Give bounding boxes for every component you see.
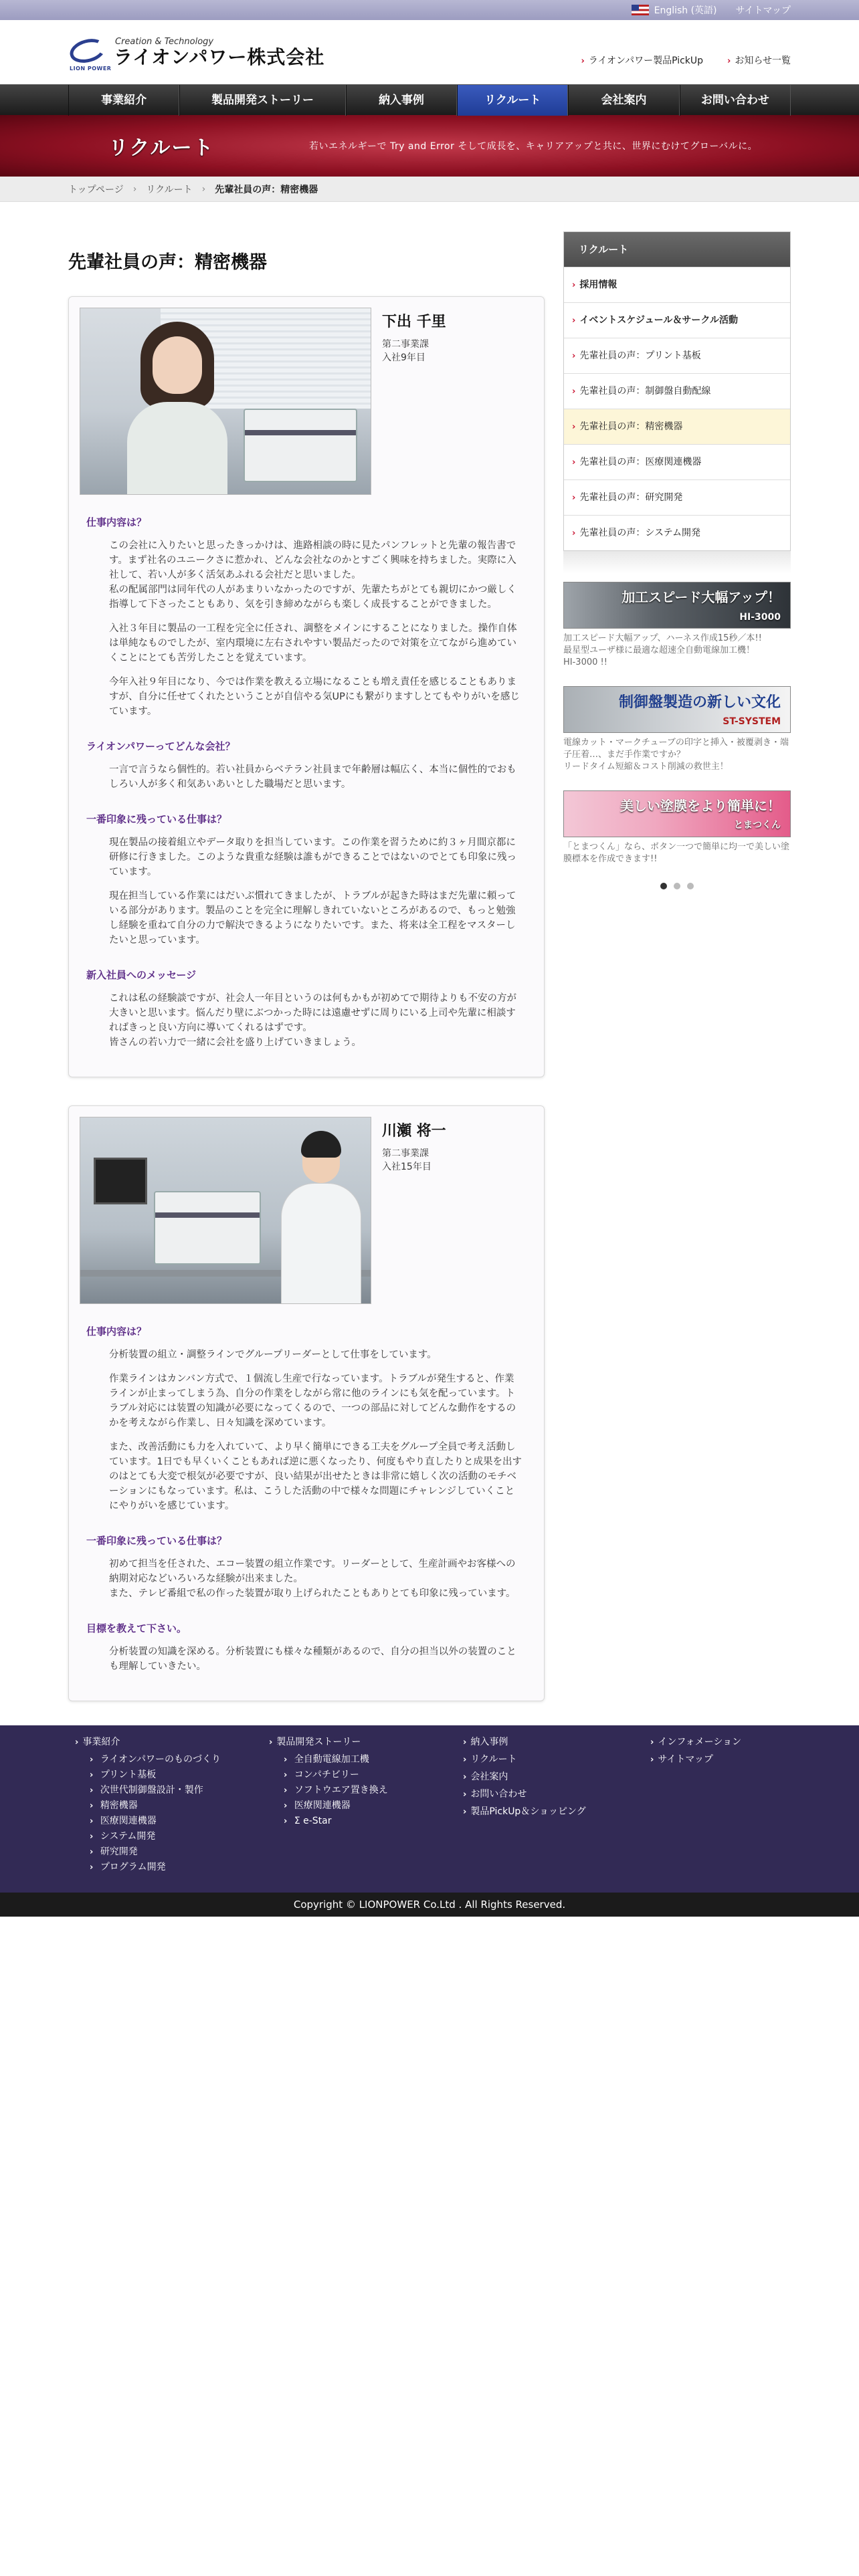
footer-link-label: 医療関連機器 <box>294 1800 351 1811</box>
chevron-right-icon: › <box>284 1770 288 1780</box>
footer-col-misc <box>463 1735 650 1875</box>
chevron-right-icon: › <box>572 280 576 290</box>
sidebar <box>563 231 791 1729</box>
carousel-dots <box>563 883 791 889</box>
logo-tagline: Creation & Technology <box>115 36 214 47</box>
nav-recruit[interactable]: リクルート <box>457 85 568 116</box>
section-paragraph: 現在製品の接着組立やデータ取りを担当しています。この作業を習うために約３ヶ月間京都に研修に行きました。このような貴重な経験は誰もができることではないのでとても印象に残っています。 <box>109 837 516 877</box>
chevron-right-icon: › <box>284 1755 288 1765</box>
page-hero <box>0 115 859 177</box>
nav-business[interactable]: 事業紹介 <box>68 85 179 116</box>
footer-link-label: 医療関連機器 <box>100 1816 157 1826</box>
footer-sublink[interactable] <box>269 1783 463 1798</box>
chevron-right-icon: › <box>284 1801 288 1811</box>
chevron-right-icon: › <box>650 1755 654 1765</box>
footer-link[interactable] <box>463 1735 650 1748</box>
sidebar-item-label: 先輩社員の声：制御盤自動配線 <box>579 386 711 397</box>
sidebar-item-label: 先輩社員の声：システム開発 <box>579 528 700 538</box>
footer-sublink[interactable] <box>75 1783 269 1798</box>
footer-sublink[interactable] <box>269 1767 463 1783</box>
nav-cases[interactable]: 納入事例 <box>346 85 457 116</box>
sidebar-item-label: 先輩社員の声：研究開発 <box>579 492 683 503</box>
section-title: 仕事内容は？ <box>86 516 147 528</box>
section-title: 一番印象に残っている仕事は？ <box>86 1535 227 1547</box>
footer-link-label: 納入事例 <box>470 1737 508 1747</box>
sidebar-item-voice-system[interactable] <box>564 515 790 550</box>
footer-col-story <box>269 1735 463 1875</box>
pickup-link-label: ライオンパワー製品PickUp <box>588 56 704 66</box>
footer-link[interactable] <box>463 1752 650 1765</box>
footer-link-label: 製品開発ストーリー <box>276 1737 361 1747</box>
footer-link[interactable] <box>463 1787 650 1800</box>
sidebar-item-voice-rnd[interactable] <box>564 479 790 515</box>
chevron-right-icon: › <box>572 528 576 538</box>
employee-dept: 第二事業課 <box>382 339 429 350</box>
chevron-right-icon: › <box>90 1862 94 1872</box>
footer-link-label: サイトマップ <box>658 1754 713 1765</box>
sidebar-item-label: 採用情報 <box>579 280 617 290</box>
footer-link-label: 会社案内 <box>470 1772 508 1782</box>
chevron-right-icon: › <box>284 1816 288 1826</box>
banner-hi3000[interactable] <box>563 582 791 629</box>
sidebar-item-recruitment-info[interactable] <box>564 267 790 302</box>
banner-description: 電線カット・マークチューブの印字と挿入・被覆剥き・端子圧着…、まだ手作業ですか？ リードタイム短縮＆コスト削減の救世主！ <box>563 738 789 772</box>
chevron-right-icon: › <box>90 1816 94 1826</box>
banner-product: HI-3000 <box>739 612 781 623</box>
footer-link-label: 全自動電線加工機 <box>294 1754 369 1765</box>
hero-title: リクルート <box>108 136 215 160</box>
chevron-right-icon: › <box>463 1772 467 1782</box>
chevron-right-icon: › <box>463 1790 467 1800</box>
site-header <box>0 20 859 84</box>
chevron-right-icon: › <box>572 351 576 361</box>
chevron-right-icon: › <box>75 1737 79 1747</box>
sidebar-nav <box>563 231 791 551</box>
chevron-right-icon: › <box>284 1786 288 1796</box>
chevron-right-icon: › <box>463 1807 467 1817</box>
breadcrumb-separator: › <box>132 184 137 195</box>
carousel-dot[interactable] <box>660 883 667 889</box>
section-title: 目標を教えて下さい。 <box>86 1622 187 1634</box>
employee-name: 下出 千里 <box>382 314 446 330</box>
footer-link-label: 事業紹介 <box>82 1737 120 1747</box>
section-paragraph: 今年入社９年目になり、今では作業を教える立場になることも増え責任を感じることもありますが、自分に任せてくれたということが自信やる気UPにも繋がりますしとてもやりがいを感じています。 <box>109 677 520 717</box>
sitemap-link[interactable]: サイトマップ <box>735 5 791 16</box>
chevron-right-icon: › <box>572 422 576 432</box>
employee-dept: 第二事業課 <box>382 1148 429 1159</box>
footer-link[interactable] <box>269 1735 463 1748</box>
breadcrumb-home[interactable]: トップページ <box>68 185 124 195</box>
banner-headline: 制御盤製造の新しい文化 <box>618 694 781 711</box>
copyright: Copyright © LIONPOWER Co.Ltd . All Rights Reserved. <box>0 1893 859 1917</box>
section-paragraph: 一言で言うなら個性的。若い社員からベテラン社員まで年齢層は幅広く、本当に個性的でおもしろい人が多く和気あいあいとした職場だと思います。 <box>109 764 516 790</box>
sidebar-heading: リクルート <box>564 232 790 267</box>
banner-headline: 美しい塗膜をより簡単に！ <box>620 798 781 814</box>
footer-sublink[interactable] <box>269 1752 463 1767</box>
banner-st-system[interactable] <box>563 686 791 733</box>
footer-link-label: ライオンパワーのものづくり <box>100 1754 221 1765</box>
pickup-link[interactable] <box>581 53 704 67</box>
site-logo[interactable] <box>70 36 325 72</box>
chevron-right-icon: › <box>90 1786 94 1796</box>
banner-product: とまつくん <box>734 820 781 831</box>
footer-link-label: Σ e-Star <box>294 1816 332 1826</box>
sidebar-item-voice-precision[interactable] <box>564 409 790 444</box>
section-title: 仕事内容は？ <box>86 1325 147 1337</box>
news-link[interactable] <box>727 53 791 67</box>
section-paragraph: 現在担当している作業にはだいぶ慣れてきましたが、トラブルが起きた時はまだ先輩に頼っている部分があります。製品のことを完全に理解しきれていないところがあるので、もっと勉強し経験を重ねて自分の力で解決できるようになりたいです。また、将来は全工程をマスターしたいと思っています。 <box>109 891 516 946</box>
section-paragraph: 分析装置の組立・調整ラインでグループリーダーとして仕事をしています。 <box>109 1350 437 1360</box>
chevron-right-icon: › <box>650 1737 654 1747</box>
footer-link-label: インフォメーション <box>658 1737 742 1747</box>
chevron-right-icon: › <box>90 1801 94 1811</box>
section-paragraph: この会社に入りたいと思ったきっかけは、進路相談の時に見たパンフレットと先輩の報告書です。まず社名のユニークさに惹かれ、どんな会社なのかとすごく興味を持ちました。実際に入社して、若い人が多く活気あふれる会社だと思いました。 私の配属部門は同年代の人があまりいなかったのですが、先輩たちがとても親切にかつ厳しく指導して下さったこともあり、気を引き締めながらも楽しく成長することができました。 <box>109 540 516 610</box>
banner-description: 「とまつくん」なら、ボタン一つで簡単に均一で美しい塗膜標本を作成できます!! <box>563 842 790 864</box>
chevron-right-icon: › <box>572 316 576 326</box>
banner-tomatsukun[interactable] <box>563 790 791 837</box>
nav-contact[interactable]: お問い合わせ <box>680 85 791 116</box>
employee-photo <box>80 1117 371 1304</box>
banner-product: ST-SYSTEM <box>723 716 781 727</box>
footer-link-label: 研究開発 <box>100 1846 138 1857</box>
section-paragraph: これは私の経験談ですが、社会人一年目というのは何もかもが初めてで期待よりも不安の方が大きいと思います。悩んだり壁にぶつかった時には遠慮せずに周りにいる上司や先輩に相談すればきっと良い方向に導いてくれるはずです。 皆さんの若い力で一緒に会社を盛り上げていきましょう。 <box>109 993 516 1048</box>
footer-link-label: コンパチビリー <box>294 1769 359 1780</box>
hero-tagline: 若いエネルギーで Try and Error そして成長を、キャリアアップと共に、世界にむけてグローバルに。 <box>309 141 758 152</box>
sidebar-item-label: イベントスケジュール＆サークル活動 <box>579 315 738 326</box>
chevron-right-icon: › <box>572 457 576 467</box>
section-title: 一番印象に残っている仕事は？ <box>86 813 227 825</box>
chevron-right-icon: › <box>269 1737 273 1747</box>
footer-sublink[interactable] <box>269 1814 463 1829</box>
footer-sublink[interactable] <box>75 1844 269 1860</box>
footer-col-info <box>650 1735 784 1875</box>
employee-years: 入社9年目 <box>382 352 425 363</box>
footer-sublink[interactable] <box>75 1829 269 1844</box>
footer-sublink[interactable] <box>75 1798 269 1814</box>
top-utility-bar <box>0 0 859 20</box>
chevron-right-icon: › <box>90 1755 94 1765</box>
banner-description: 加工スピード大幅アップ、ハーネス作成15秒／本!! 最星型ユーザ様に最適な超速全自動電線加工機！ HI-3000 !! <box>563 633 762 667</box>
breadcrumb <box>0 177 859 202</box>
global-nav <box>0 84 859 115</box>
employee-photo <box>80 308 371 495</box>
chevron-right-icon: › <box>90 1770 94 1780</box>
sidebar-item-events[interactable] <box>564 302 790 338</box>
section-paragraph: 作業ラインはカンバン方式で、１個流し生産で行なっています。トラブルが発生すると、作業ラインが止まってしまう為、自分の作業をしながら常に他のラインにも気を配っています。トラブル対応には装置の知識が必要になってくるので、一つの部品に対してどんな動作をするのかを考えながら作業し、日々知識を深めています。 <box>109 1374 516 1428</box>
carousel-dot[interactable] <box>674 883 680 889</box>
section-title: ライオンパワーってどんな会社？ <box>86 740 235 752</box>
footer-link-label: プリント基板 <box>100 1769 157 1780</box>
footer-sublink[interactable] <box>75 1767 269 1783</box>
chevron-right-icon: › <box>581 56 585 66</box>
nav-product-story[interactable]: 製品開発ストーリー <box>179 85 345 116</box>
chevron-right-icon: › <box>90 1832 94 1842</box>
section-paragraph: 入社３年目に製品の一工程を完全に任され、調整をメインにすることになりました。操作自体は単純なものでしたが、室内環境に左右されやすい製品だったので対策を立てながら進めていくことにとても苦労したことを覚えています。 <box>109 623 517 663</box>
logo-sub-label: LION POWER <box>70 66 112 72</box>
chevron-right-icon: › <box>463 1755 467 1765</box>
us-flag-icon <box>632 5 649 15</box>
breadcrumb-current: 先輩社員の声：精密機器 <box>215 185 318 195</box>
employee-name: 川瀬 将一 <box>382 1123 446 1140</box>
section-paragraph: 分析装置の知識を深める。分析装置にも様々な種類があるので、自分の担当以外の装置のことも理解していきたい。 <box>109 1646 516 1672</box>
site-footer <box>0 1725 859 1893</box>
chevron-right-icon: › <box>572 387 576 397</box>
footer-link[interactable] <box>463 1769 650 1783</box>
chevron-right-icon: › <box>727 56 731 66</box>
footer-link[interactable] <box>75 1735 269 1748</box>
section-paragraph: また、改善活動にも力を入れていて、より早く簡単にできる工夫をグループ全員で考え活動しています。1日でも早くいくこともあれば逆に悪くなったり、何度もやり直したりと成果を出すのはとても大変で根気が必要ですが、良い結果が出せたときは非常に嬉しく次の活動のモチベーションにもなっています。私は、こうした活動の中で様々な問題にチャレンジしていくことにやりがいを感じています。 <box>109 1442 522 1511</box>
footer-col-business <box>75 1735 269 1875</box>
footer-link-label: ソフトウエア置き換え <box>294 1785 388 1796</box>
chevron-right-icon: › <box>90 1847 94 1857</box>
footer-sublink[interactable] <box>75 1814 269 1829</box>
footer-link-label: 製品PickUp＆ショッピング <box>470 1806 586 1817</box>
main-content <box>68 231 545 1729</box>
lion-power-logo-icon <box>70 37 112 72</box>
employee-years: 入社15年目 <box>382 1162 432 1172</box>
footer-sublink[interactable] <box>269 1798 463 1814</box>
footer-link-label: システム開発 <box>100 1831 156 1842</box>
footer-link-label: お問い合わせ <box>470 1789 527 1800</box>
footer-link-label: 次世代制御盤設計・製作 <box>100 1785 203 1796</box>
english-link[interactable] <box>632 3 717 17</box>
footer-link-label: 精密機器 <box>100 1800 138 1811</box>
page-title: 先輩社員の声：精密機器 <box>68 252 267 273</box>
breadcrumb-separator: › <box>201 184 206 195</box>
section-title: 新入社員へのメッセージ <box>86 969 197 981</box>
sidebar-item-label: 先輩社員の声：プリント基板 <box>579 350 701 361</box>
chevron-right-icon: › <box>572 493 576 503</box>
english-link-label: English (英語) <box>654 5 717 16</box>
interview-card <box>68 1105 545 1701</box>
footer-link[interactable] <box>463 1804 650 1818</box>
sidebar-item-label: 先輩社員の声：医療関連機器 <box>579 457 702 467</box>
company-name: ライオンパワー株式会社 <box>114 45 325 68</box>
news-link-label: お知らせ一覧 <box>735 56 791 66</box>
footer-sublink[interactable] <box>75 1860 269 1875</box>
sidebar-item-voice-pcb[interactable] <box>564 338 790 373</box>
nav-company[interactable]: 会社案内 <box>568 85 679 116</box>
chevron-right-icon: › <box>463 1737 467 1747</box>
section-paragraph: 初めて担当を任された、エコー装置の組立作業です。リーダーとして、生産計画やお客様への納期対応などいろいろな経験が出来ました。 また、テレビ番組で私の作った装置が取り上げられたこともありとても印象に残っています。 <box>109 1559 516 1599</box>
sidebar-item-voice-medical[interactable] <box>564 444 790 479</box>
footer-link-label: プログラム開発 <box>100 1862 166 1872</box>
breadcrumb-recruit[interactable]: リクルート <box>146 185 193 195</box>
footer-link-label: リクルート <box>470 1754 517 1765</box>
footer-link[interactable] <box>650 1735 784 1748</box>
footer-link[interactable] <box>650 1752 784 1765</box>
carousel-dot[interactable] <box>687 883 694 889</box>
sidebar-item-label: 先輩社員の声：精密機器 <box>579 421 683 432</box>
interview-card <box>68 296 545 1077</box>
footer-sublink[interactable] <box>75 1752 269 1767</box>
banner-headline: 加工スピード大幅アップ！ <box>622 589 781 605</box>
sidebar-item-voice-wiring[interactable] <box>564 373 790 409</box>
